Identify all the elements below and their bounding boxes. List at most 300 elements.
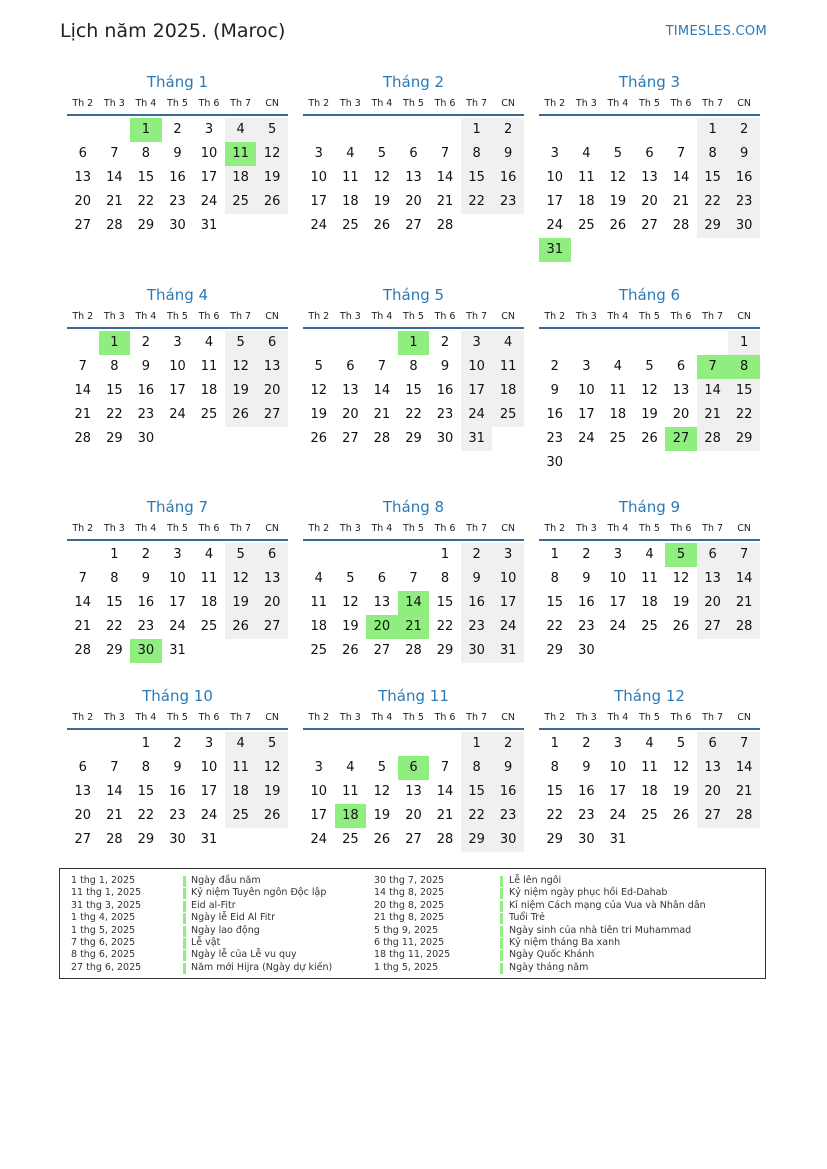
day-cell: 3 bbox=[613, 547, 623, 562]
day-cell: 25 bbox=[200, 407, 218, 422]
weekday-label: Th 4 bbox=[135, 310, 157, 322]
day-cell: 27 bbox=[373, 643, 391, 658]
day-cell: 17 bbox=[200, 170, 218, 185]
day-cell: 21 bbox=[373, 407, 391, 422]
day-cell: 4 bbox=[225, 118, 257, 142]
month-name: Tháng 7 bbox=[146, 498, 209, 516]
holiday-day-cell: 27 bbox=[665, 427, 697, 451]
day-cell: 23 bbox=[461, 615, 493, 639]
month-name: Tháng 1 bbox=[146, 73, 209, 91]
weekday-label: Th 2 bbox=[72, 711, 94, 723]
day-cell: 19 bbox=[672, 595, 690, 610]
day-cell: 2 bbox=[173, 736, 182, 751]
day-cell: 30 bbox=[461, 639, 493, 663]
day-cell: 17 bbox=[461, 379, 493, 403]
day-cell: 6 bbox=[377, 571, 387, 586]
day-cell: 11 bbox=[200, 571, 218, 586]
day-cell: 15 bbox=[106, 383, 123, 398]
weekday-label: Th 2 bbox=[308, 310, 330, 322]
day-cell: 3 bbox=[492, 543, 524, 567]
day-cell: 23 bbox=[137, 407, 155, 422]
weekday-label: Th 2 bbox=[544, 97, 566, 109]
month-block bbox=[303, 285, 524, 446]
day-cell: 28 bbox=[697, 427, 729, 451]
day-cell: 11 bbox=[641, 571, 658, 586]
day-cell: 15 bbox=[137, 784, 155, 799]
day-cell: 27 bbox=[74, 218, 92, 233]
day-cell: 4 bbox=[645, 736, 654, 751]
day-cell: 4 bbox=[204, 547, 214, 562]
day-cell: 8 bbox=[141, 760, 151, 775]
weekday-label: CN bbox=[265, 522, 280, 534]
weekday-label: Th 7 bbox=[702, 310, 724, 322]
day-cell: 16 bbox=[492, 166, 524, 190]
day-cell: 21 bbox=[106, 194, 123, 209]
day-cell: 15 bbox=[546, 595, 564, 610]
weekday-label: Th 2 bbox=[308, 97, 330, 109]
legend-holiday-name: Năm mới Hijra (Ngày dự kiến) bbox=[191, 961, 333, 973]
day-cell: 17 bbox=[310, 808, 328, 823]
day-cell: 16 bbox=[461, 591, 493, 615]
day-cell: 24 bbox=[200, 194, 218, 209]
day-cell: 10 bbox=[609, 760, 627, 775]
legend-color-marker bbox=[500, 938, 503, 949]
day-cell: 3 bbox=[461, 331, 493, 355]
day-cell: 11 bbox=[342, 170, 359, 185]
holiday-day-cell: 21 bbox=[398, 615, 430, 639]
weekday-label: Th 7 bbox=[702, 711, 724, 723]
day-cell: 28 bbox=[672, 218, 690, 233]
day-cell: 31 bbox=[200, 832, 218, 847]
weekday-label: Th 3 bbox=[103, 97, 125, 109]
day-cell: 3 bbox=[173, 547, 182, 562]
day-cell: 13 bbox=[672, 383, 690, 398]
day-cell: 20 bbox=[342, 407, 359, 422]
day-cell: 11 bbox=[641, 760, 658, 775]
holiday-day-cell: 18 bbox=[335, 804, 367, 828]
day-cell: 5 bbox=[377, 146, 387, 161]
legend-date: 7 thg 6, 2025 bbox=[71, 937, 136, 948]
day-cell: 1 bbox=[141, 736, 151, 751]
day-cell: 29 bbox=[728, 427, 760, 451]
day-cell: 26 bbox=[672, 808, 690, 823]
holiday-day-cell: 6 bbox=[398, 756, 430, 780]
day-cell: 20 bbox=[405, 194, 422, 209]
day-cell: 18 bbox=[342, 194, 359, 209]
day-cell: 18 bbox=[641, 595, 658, 610]
holiday-day-cell: 1 bbox=[99, 331, 131, 355]
day-cell: 20 bbox=[256, 379, 288, 403]
weekday-label: Th 2 bbox=[544, 310, 566, 322]
day-cell: 22 bbox=[106, 407, 123, 422]
day-cell: 1 bbox=[728, 331, 760, 355]
weekday-header bbox=[67, 305, 288, 329]
legend-holiday-name: Ngày lễ Eid Al Fitr bbox=[191, 912, 275, 924]
day-cell: 29 bbox=[106, 643, 123, 658]
day-cell: 13 bbox=[342, 383, 359, 398]
legend-color-marker bbox=[500, 913, 503, 924]
day-cell: 3 bbox=[582, 359, 591, 374]
day-cell: 12 bbox=[342, 595, 359, 610]
day-cell: 7 bbox=[110, 760, 119, 775]
weekday-header bbox=[539, 305, 760, 329]
day-cell: 20 bbox=[256, 591, 288, 615]
day-cell: 30 bbox=[137, 431, 155, 446]
day-cell: 9 bbox=[461, 567, 493, 591]
legend-date: 1 thg 4, 2025 bbox=[71, 912, 136, 924]
legend-date: 1 thg 5, 2025 bbox=[374, 961, 439, 973]
weekday-label: Th 7 bbox=[230, 522, 252, 534]
legend-color-marker bbox=[500, 963, 503, 974]
day-cell: 25 bbox=[492, 403, 524, 427]
day-cell: 19 bbox=[256, 780, 288, 804]
day-cell: 8 bbox=[461, 142, 493, 166]
day-cell: 26 bbox=[225, 615, 257, 639]
day-cell: 15 bbox=[137, 170, 155, 185]
weekday-label: Th 6 bbox=[198, 711, 220, 723]
day-cell: 22 bbox=[405, 407, 422, 422]
day-cell: 12 bbox=[225, 355, 257, 379]
weekday-label: Th 4 bbox=[135, 711, 157, 723]
day-cell: 10 bbox=[310, 170, 328, 185]
day-cell: 8 bbox=[550, 571, 559, 586]
day-cell: 12 bbox=[609, 170, 627, 185]
day-cell: 10 bbox=[546, 170, 564, 185]
day-cell: 24 bbox=[169, 619, 186, 634]
weekday-label: Th 2 bbox=[72, 97, 94, 109]
weekday-label: Th 3 bbox=[575, 97, 597, 109]
weekday-label: Th 4 bbox=[371, 97, 393, 109]
day-cell: 11 bbox=[578, 170, 595, 185]
day-cell: 8 bbox=[141, 146, 151, 161]
weekday-label: Th 4 bbox=[607, 522, 629, 534]
day-cell: 9 bbox=[728, 142, 760, 166]
day-cell: 15 bbox=[436, 595, 454, 610]
legend-holiday-name: Tuổi Trẻ bbox=[509, 912, 546, 924]
day-cell: 17 bbox=[578, 407, 595, 422]
legend-holiday-name: Eid al-Fitr bbox=[191, 899, 236, 911]
day-cell: 14 bbox=[106, 784, 123, 799]
day-cell: 23 bbox=[492, 190, 524, 214]
day-cell: 9 bbox=[492, 142, 524, 166]
day-cell: 3 bbox=[204, 736, 214, 751]
day-cell: 23 bbox=[169, 808, 186, 823]
weekday-label: Th 7 bbox=[466, 522, 488, 534]
day-cell: 16 bbox=[436, 383, 454, 398]
day-cell: 13 bbox=[405, 784, 422, 799]
day-cell: 27 bbox=[641, 218, 658, 233]
weekday-label: Th 6 bbox=[670, 97, 692, 109]
day-cell: 14 bbox=[373, 383, 391, 398]
month-name: Tháng 12 bbox=[614, 687, 685, 705]
day-cell: 6 bbox=[697, 732, 729, 756]
weekday-label: Th 4 bbox=[371, 310, 393, 322]
holiday-day-cell: 8 bbox=[728, 355, 760, 379]
day-cell: 21 bbox=[728, 591, 760, 615]
day-cell: 25 bbox=[609, 431, 627, 446]
day-cell: 14 bbox=[74, 595, 92, 610]
day-cell: 19 bbox=[342, 619, 359, 634]
day-cell: 4 bbox=[346, 760, 355, 775]
day-cell: 5 bbox=[676, 736, 686, 751]
holiday-legend bbox=[59, 868, 766, 979]
day-cell: 20 bbox=[74, 194, 92, 209]
day-cell: 18 bbox=[225, 780, 257, 804]
day-cell: 25 bbox=[641, 619, 658, 634]
day-cell: 16 bbox=[137, 383, 155, 398]
weekday-label: Th 7 bbox=[466, 97, 488, 109]
day-cell: 30 bbox=[578, 643, 595, 658]
day-cell: 3 bbox=[613, 736, 623, 751]
legend-holiday-name: Ngày lao động bbox=[191, 924, 260, 936]
day-cell: 16 bbox=[169, 784, 186, 799]
day-cell: 12 bbox=[672, 760, 690, 775]
legend-color-marker bbox=[500, 876, 503, 887]
day-cell: 7 bbox=[409, 571, 418, 586]
weekday-label: Th 3 bbox=[103, 522, 125, 534]
day-cell: 8 bbox=[440, 571, 450, 586]
holiday-day-cell: 14 bbox=[398, 591, 430, 615]
weekday-header bbox=[67, 92, 288, 116]
day-cell: 22 bbox=[728, 403, 760, 427]
month-block bbox=[67, 497, 288, 658]
day-cell: 25 bbox=[225, 190, 257, 214]
holiday-day-cell: 1 bbox=[130, 118, 162, 142]
day-cell: 3 bbox=[314, 146, 323, 161]
day-cell: 28 bbox=[728, 804, 760, 828]
weekday-header bbox=[303, 706, 524, 730]
day-cell: 28 bbox=[106, 218, 123, 233]
day-cell: 26 bbox=[609, 218, 627, 233]
day-cell: 27 bbox=[256, 615, 288, 639]
weekday-label: Th 6 bbox=[434, 522, 456, 534]
weekday-label: Th 4 bbox=[371, 711, 393, 723]
day-cell: 6 bbox=[676, 359, 686, 374]
weekday-label: CN bbox=[265, 310, 280, 322]
month-name: Tháng 11 bbox=[378, 687, 449, 705]
weekday-label: Th 4 bbox=[371, 522, 393, 534]
weekday-label: Th 2 bbox=[72, 310, 94, 322]
day-cell: 10 bbox=[578, 383, 595, 398]
day-cell: 22 bbox=[546, 808, 564, 823]
day-cell: 14 bbox=[672, 170, 690, 185]
day-cell: 29 bbox=[436, 643, 454, 658]
brand-link[interactable]: TIMESLES.COM bbox=[665, 24, 767, 39]
day-cell: 13 bbox=[74, 170, 92, 185]
weekday-label: Th 5 bbox=[403, 310, 424, 322]
legend-color-marker bbox=[500, 901, 503, 912]
day-cell: 8 bbox=[110, 359, 119, 374]
legend-date: 8 thg 6, 2025 bbox=[71, 949, 136, 961]
legend-holiday-name: Kỉ niệm Cách mạng của Vua và Nhân dân bbox=[509, 899, 706, 911]
day-cell: 26 bbox=[641, 431, 658, 446]
day-cell: 30 bbox=[578, 832, 595, 847]
legend-date: 14 thg 8, 2025 bbox=[374, 887, 445, 899]
day-cell: 28 bbox=[74, 431, 92, 446]
weekday-label: Th 6 bbox=[670, 711, 692, 723]
day-cell: 31 bbox=[609, 832, 627, 847]
weekday-header bbox=[67, 517, 288, 541]
day-cell: 2 bbox=[550, 359, 559, 374]
weekday-label: Th 7 bbox=[702, 97, 724, 109]
weekday-label: Th 3 bbox=[103, 711, 125, 723]
weekday-label: Th 2 bbox=[308, 522, 330, 534]
day-cell: 16 bbox=[169, 170, 186, 185]
day-cell: 29 bbox=[546, 643, 564, 658]
weekday-header bbox=[303, 517, 524, 541]
day-cell: 11 bbox=[342, 784, 359, 799]
day-cell: 14 bbox=[728, 756, 760, 780]
legend-color-marker bbox=[183, 888, 186, 899]
legend-holiday-name: Lễ lên ngôi bbox=[509, 875, 562, 886]
day-cell: 2 bbox=[492, 732, 524, 756]
day-cell: 16 bbox=[546, 407, 564, 422]
day-cell: 16 bbox=[728, 166, 760, 190]
day-cell: 16 bbox=[137, 595, 155, 610]
day-cell: 29 bbox=[461, 828, 493, 852]
legend-date: 11 thg 1, 2025 bbox=[71, 887, 142, 899]
legend-holiday-name: Kỷ niệm ngày phục hồi Ed-Dahab bbox=[509, 887, 668, 899]
weekday-label: CN bbox=[737, 97, 752, 109]
legend-holiday-name: Ngày sinh của nhà tiên tri Muhammad bbox=[509, 924, 692, 936]
day-cell: 20 bbox=[74, 808, 92, 823]
day-cell: 20 bbox=[405, 808, 422, 823]
day-cell: 2 bbox=[440, 335, 450, 350]
day-cell: 17 bbox=[310, 194, 328, 209]
day-cell: 15 bbox=[546, 784, 564, 799]
day-cell: 17 bbox=[169, 595, 186, 610]
day-cell: 26 bbox=[225, 403, 257, 427]
day-cell: 29 bbox=[137, 832, 155, 847]
legend-date: 30 thg 7, 2025 bbox=[374, 875, 445, 886]
day-cell: 27 bbox=[256, 403, 288, 427]
day-cell: 4 bbox=[613, 359, 623, 374]
legend-date: 31 thg 3, 2025 bbox=[71, 899, 142, 911]
weekday-label: Th 5 bbox=[403, 97, 424, 109]
day-cell: 11 bbox=[225, 756, 257, 780]
day-cell: 13 bbox=[405, 170, 422, 185]
day-cell: 23 bbox=[546, 431, 564, 446]
day-cell: 22 bbox=[106, 619, 123, 634]
day-cell: 5 bbox=[225, 331, 257, 355]
day-cell: 4 bbox=[645, 547, 654, 562]
month-block bbox=[67, 72, 288, 233]
legend-date: 6 thg 11, 2025 bbox=[374, 937, 445, 948]
day-cell: 27 bbox=[405, 832, 422, 847]
day-cell: 19 bbox=[641, 407, 658, 422]
legend-color-marker bbox=[500, 950, 503, 961]
day-cell: 27 bbox=[697, 615, 729, 639]
day-cell: 5 bbox=[613, 146, 623, 161]
day-cell: 10 bbox=[461, 355, 493, 379]
day-cell: 4 bbox=[204, 335, 214, 350]
weekday-header bbox=[539, 92, 760, 116]
day-cell: 17 bbox=[546, 194, 564, 209]
day-cell: 4 bbox=[346, 146, 355, 161]
weekday-label: Th 2 bbox=[72, 522, 94, 534]
day-cell: 19 bbox=[672, 784, 690, 799]
weekday-label: Th 3 bbox=[339, 711, 361, 723]
day-cell: 13 bbox=[697, 567, 729, 591]
day-cell: 28 bbox=[373, 431, 391, 446]
day-cell: 12 bbox=[256, 142, 288, 166]
weekday-label: Th 5 bbox=[167, 97, 188, 109]
day-cell: 19 bbox=[373, 194, 391, 209]
holiday-day-cell: 11 bbox=[225, 142, 257, 166]
weekday-label: Th 3 bbox=[339, 310, 361, 322]
month-name: Tháng 10 bbox=[142, 687, 213, 705]
weekday-label: Th 4 bbox=[607, 97, 629, 109]
day-cell: 2 bbox=[461, 543, 493, 567]
day-cell: 25 bbox=[342, 218, 359, 233]
weekday-label: Th 7 bbox=[230, 97, 252, 109]
day-cell: 12 bbox=[310, 383, 328, 398]
holiday-day-cell: 31 bbox=[539, 238, 571, 262]
day-cell: 22 bbox=[461, 190, 493, 214]
day-cell: 25 bbox=[200, 619, 218, 634]
day-cell: 29 bbox=[405, 431, 422, 446]
day-cell: 19 bbox=[609, 194, 627, 209]
day-cell: 5 bbox=[314, 359, 323, 374]
day-cell: 20 bbox=[697, 780, 729, 804]
day-cell: 5 bbox=[645, 359, 654, 374]
weekday-label: Th 4 bbox=[607, 711, 629, 723]
day-cell: 19 bbox=[256, 166, 288, 190]
day-cell: 9 bbox=[173, 146, 182, 161]
day-cell: 7 bbox=[676, 146, 686, 161]
day-cell: 11 bbox=[310, 595, 328, 610]
weekday-label: Th 5 bbox=[639, 711, 660, 723]
month-block bbox=[539, 72, 760, 257]
day-cell: 7 bbox=[78, 571, 87, 586]
day-cell: 17 bbox=[609, 595, 627, 610]
day-cell: 29 bbox=[106, 431, 123, 446]
day-cell: 6 bbox=[78, 760, 87, 775]
day-cell: 10 bbox=[169, 359, 186, 374]
day-cell: 7 bbox=[110, 146, 119, 161]
day-cell: 7 bbox=[440, 760, 450, 775]
weekday-label: Th 6 bbox=[434, 711, 456, 723]
day-cell: 30 bbox=[169, 832, 186, 847]
day-cell: 27 bbox=[342, 431, 359, 446]
month-name: Tháng 9 bbox=[618, 498, 681, 516]
day-cell: 22 bbox=[436, 619, 454, 634]
day-cell: 21 bbox=[74, 407, 92, 422]
day-cell: 15 bbox=[697, 166, 729, 190]
day-cell: 1 bbox=[110, 547, 119, 562]
day-cell: 4 bbox=[225, 732, 257, 756]
day-cell: 6 bbox=[409, 146, 418, 161]
day-cell: 21 bbox=[728, 780, 760, 804]
day-cell: 6 bbox=[256, 331, 288, 355]
day-cell: 26 bbox=[256, 190, 288, 214]
weekday-label: Th 7 bbox=[230, 711, 252, 723]
weekday-label: Th 6 bbox=[198, 522, 220, 534]
day-cell: 31 bbox=[200, 218, 218, 233]
day-cell: 6 bbox=[78, 146, 87, 161]
day-cell: 25 bbox=[578, 218, 595, 233]
day-cell: 3 bbox=[173, 335, 182, 350]
day-cell: 20 bbox=[672, 407, 690, 422]
day-cell: 10 bbox=[169, 571, 186, 586]
legend-date: 1 thg 1, 2025 bbox=[71, 875, 136, 886]
day-cell: 11 bbox=[609, 383, 627, 398]
weekday-label: Th 5 bbox=[403, 522, 424, 534]
day-cell: 28 bbox=[728, 615, 760, 639]
legend-holiday-name: Ngày tháng năm bbox=[509, 961, 589, 973]
holiday-day-cell: 1 bbox=[398, 331, 430, 355]
day-cell: 12 bbox=[672, 571, 690, 586]
